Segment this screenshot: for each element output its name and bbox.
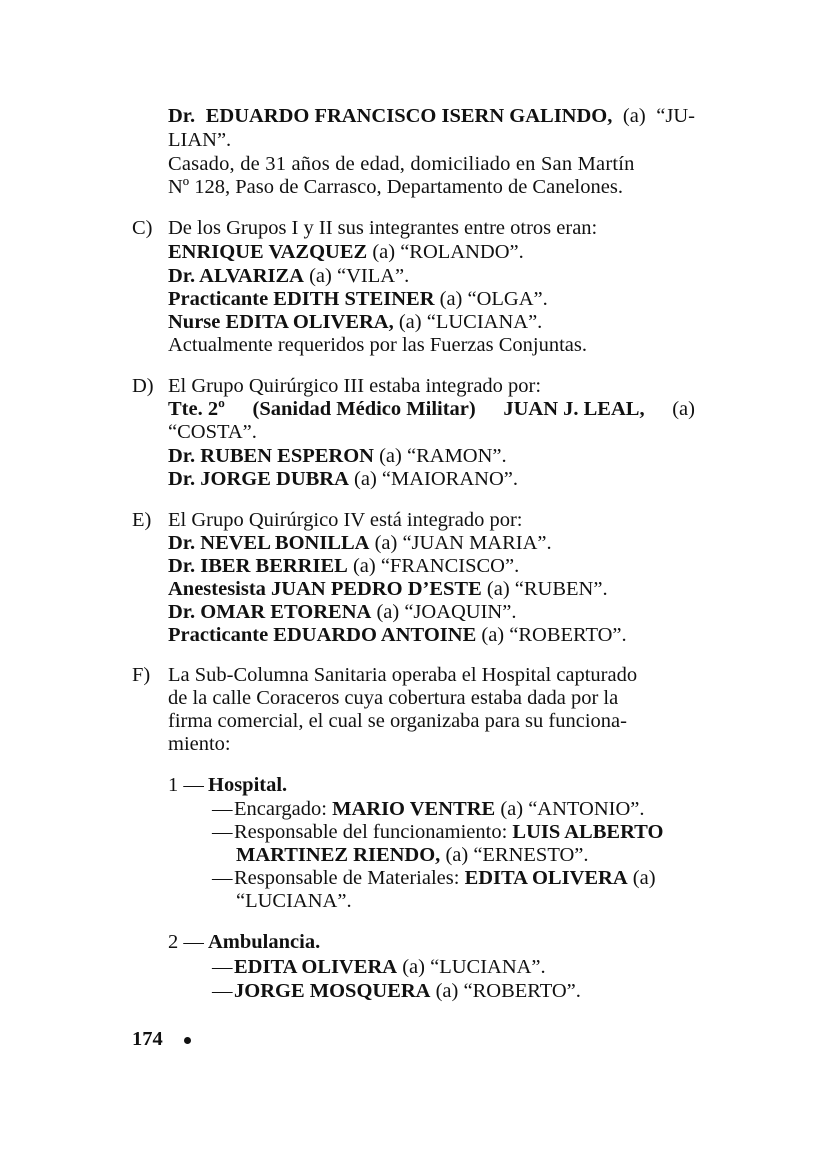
entry-isern-line2: LIAN”. — [168, 129, 232, 151]
item-name: EDITA OLIVERA — [464, 867, 628, 889]
member-alias: (a) “OLGA”. — [434, 288, 548, 310]
section-label-e: E) — [132, 509, 152, 531]
item-name: LUIS ALBERTO — [512, 821, 664, 843]
hospital-item-responsable-materiales — [212, 866, 656, 890]
member-alias: (a) “JUAN MARIA”. — [369, 532, 552, 554]
section-f-paragraph-line2: de la calle Coraceros cuya cobertura estaba dada por la — [168, 687, 619, 709]
page-number: 174 — [132, 1028, 163, 1050]
item-alias: (a) “ROBERTO”. — [430, 980, 581, 1002]
member-name: Dr. ALVARIZA — [168, 265, 304, 287]
item-role: Responsable del funcionamiento: — [234, 821, 513, 843]
member-alias: (a) “RUBEN”. — [481, 578, 608, 600]
member-name: JUAN J. LEAL, — [503, 398, 645, 420]
item-role: Encargado: — [234, 798, 333, 820]
member-name: Dr. JORGE DUBRA — [168, 468, 349, 490]
ambulancia-item-1 — [212, 955, 546, 979]
section-c-member-3 — [168, 287, 548, 311]
section-d-leal-line1 — [168, 397, 695, 421]
subsection-hospital-heading — [168, 773, 287, 797]
section-f-paragraph-line4: miento: — [168, 733, 231, 755]
ambulancia-item-2 — [212, 979, 581, 1003]
item-name: MARIO VENTRE — [332, 798, 496, 820]
person-name: EDUARDO FRANCISCO ISERN GALINDO, — [205, 105, 613, 127]
item-role: Responsable de Materiales: — [234, 867, 465, 889]
section-e-member-2 — [168, 554, 519, 578]
subsection-number: 2 — — [168, 931, 204, 953]
member-alias: (a) “ROLANDO”. — [367, 241, 524, 263]
section-d-leal-line2: “COSTA”. — [168, 421, 257, 443]
member-alias: (a) “ROBERTO”. — [476, 624, 627, 646]
alias-marker: (a) — [672, 398, 695, 420]
member-alias: (a) “MAIORANO”. — [348, 468, 518, 490]
section-d-intro: El Grupo Quirúrgico III estaba integrado por: — [168, 375, 542, 397]
member-name: ENRIQUE VAZQUEZ — [168, 241, 368, 263]
section-e-member-5 — [168, 623, 627, 647]
member-name: Anestesista JUAN PEDRO D’ESTE — [168, 578, 482, 600]
member-name: Dr. NEVEL BONILLA — [168, 532, 370, 554]
section-f-paragraph-line1: La Sub-Columna Sanitaria operaba el Hospital capturado — [168, 664, 638, 686]
alias-marker: (a) — [622, 105, 646, 127]
dash: — — [212, 867, 233, 889]
member-name: Dr. RUBEN ESPERON — [168, 445, 374, 467]
rank: Tte. 2º — [168, 398, 225, 420]
section-label-d: D) — [132, 375, 154, 397]
section-label-f: F) — [132, 664, 151, 686]
branch: (Sanidad Médico Militar) — [252, 398, 476, 420]
item-alias: (a) “ANTONIO”. — [495, 798, 645, 820]
subsection-ambulancia-heading — [168, 930, 320, 954]
hospital-item-responsable-funcionamiento — [212, 820, 663, 844]
member-alias: (a) “VILA”. — [303, 265, 410, 287]
section-label-c: C) — [132, 217, 153, 239]
section-f-paragraph-line3: firma comercial, el cual se organizaba para su funciona- — [168, 710, 627, 732]
member-name: Practicante EDUARDO ANTOINE — [168, 624, 477, 646]
member-alias: (a) “RAMON”. — [373, 445, 507, 467]
section-d-member-3 — [168, 467, 518, 491]
hospital-item-responsable-materiales-cont: “LUCIANA”. — [236, 890, 352, 912]
item-name: JORGE MOSQUERA — [234, 980, 431, 1002]
hospital-item-encargado — [212, 797, 645, 821]
member-alias: (a) “FRANCISCO”. — [347, 555, 520, 577]
section-c-member-2 — [168, 264, 409, 288]
dash: — — [212, 980, 233, 1002]
item-alias: (a) “ERNESTO”. — [440, 844, 589, 866]
member-alias: (a) “LUCIANA”. — [393, 311, 543, 333]
member-role: Nurse — [168, 311, 226, 333]
item-name: MARTINEZ RIENDO, — [236, 844, 441, 866]
item-alias: (a) “LUCIANA”. — [397, 956, 546, 978]
section-e-member-4 — [168, 600, 516, 624]
dash: — — [212, 956, 233, 978]
subsection-number: 1 — — [168, 774, 204, 796]
title-dr: Dr. — [168, 105, 196, 127]
member-alias: (a) “JOAQUIN”. — [371, 601, 517, 623]
subsection-title: Hospital. — [208, 774, 288, 796]
item-name: EDITA OLIVERA — [234, 956, 398, 978]
section-c-intro: De los Grupos I y II sus integrantes entre otros eran: — [168, 217, 598, 239]
section-c-member-4 — [168, 310, 542, 334]
subsection-title: Ambulancia. — [208, 931, 321, 953]
hospital-item-responsable-funcionamiento-cont — [236, 843, 589, 867]
member-name: Practicante EDITH STEINER — [168, 288, 435, 310]
member-name: Dr. IBER BERRIEL — [168, 555, 348, 577]
entry-isern-line3: Casado, de 31 años de edad, domiciliado en San Martín — [168, 153, 635, 175]
member-name: EDITA OLIVERA, — [225, 311, 394, 333]
entry-isern-line4: Nº 128, Paso de Carrasco, Departamento de Canelones. — [168, 176, 623, 198]
member-name: Dr. OMAR ETORENA — [168, 601, 372, 623]
section-e-member-3 — [168, 577, 608, 601]
alias-start: “JU- — [656, 105, 695, 127]
dash: — — [212, 821, 233, 843]
section-e-member-1 — [168, 531, 552, 555]
bullet-dot — [184, 1037, 191, 1044]
section-e-intro: El Grupo Quirúrgico IV está integrado por: — [168, 509, 523, 531]
dash: — — [212, 798, 233, 820]
section-d-member-2 — [168, 444, 507, 468]
section-c-closing: Actualmente requeridos por las Fuerzas Conjuntas. — [168, 334, 587, 356]
section-c-member-1 — [168, 240, 524, 264]
entry-isern-line1 — [168, 104, 695, 128]
item-alias: (a) — [627, 867, 656, 889]
